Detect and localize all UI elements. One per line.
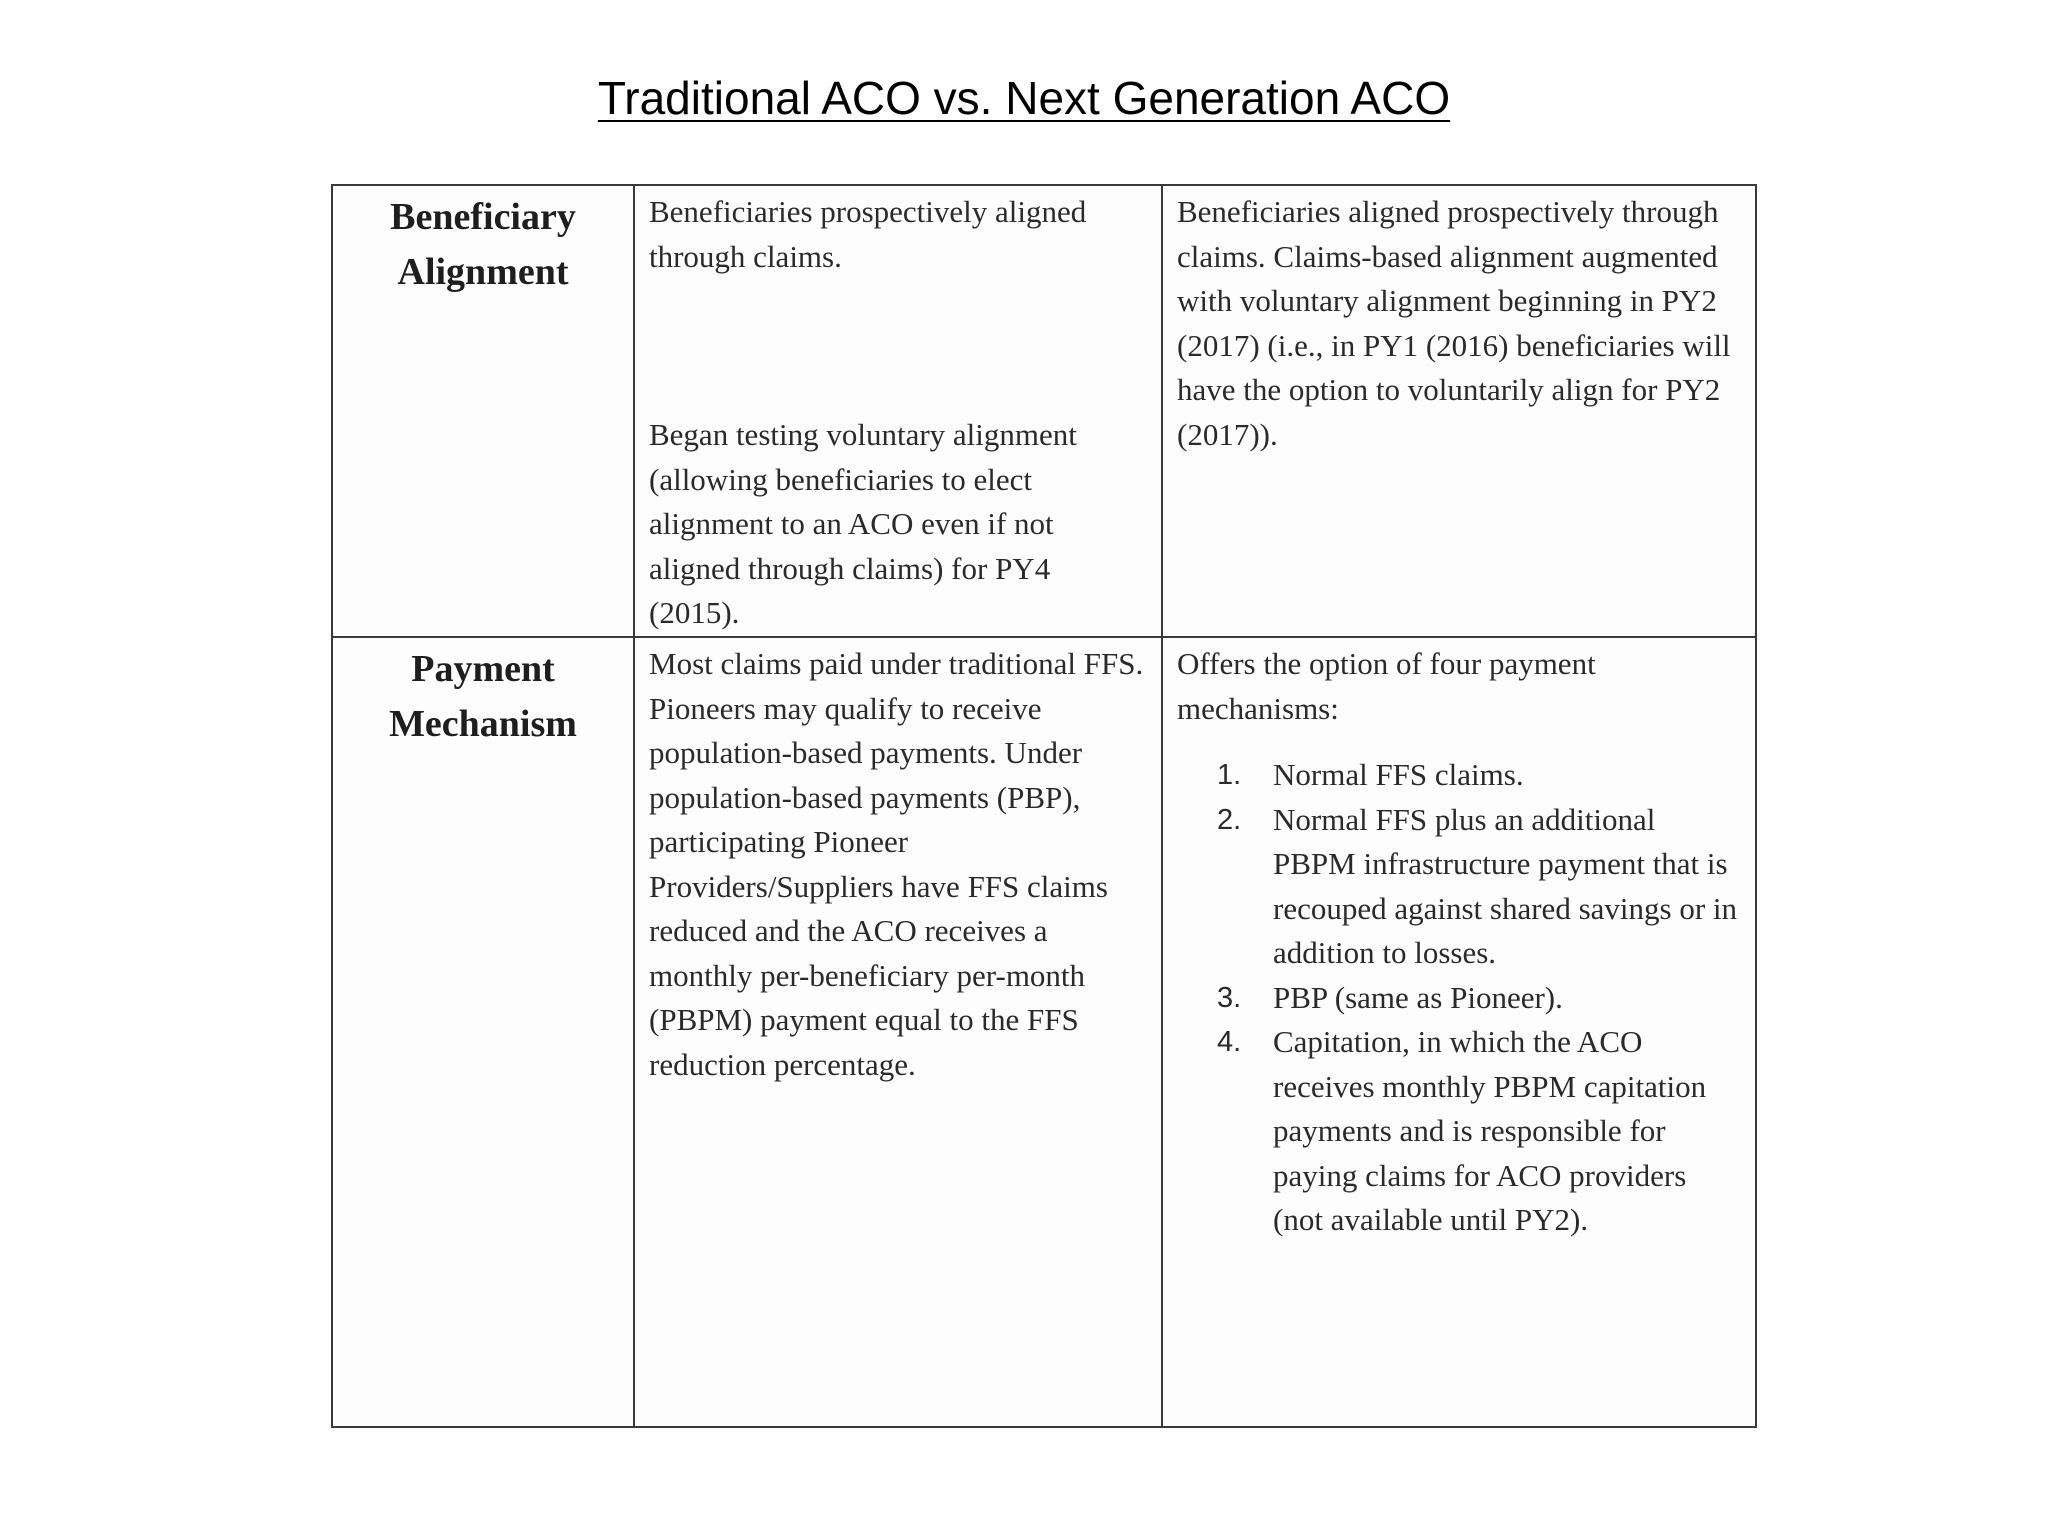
list-item-text: Capitation, in which the ACO receives monthly PBPM capitation payments and is responsible for paying claims for ACO providers (not available until PY2). bbox=[1273, 1024, 1707, 1237]
table-row-beneficiary-alignment bbox=[332, 185, 1756, 637]
slide-title: Traditional ACO vs. Next Generation ACO bbox=[597, 72, 1451, 124]
cell-traditional-alignment bbox=[634, 185, 1162, 637]
list-item-text: PBP (same as Pioneer). bbox=[1273, 979, 1563, 1015]
list-item bbox=[1177, 753, 1741, 798]
comparison-table-image bbox=[331, 184, 1755, 1426]
list-item-number: 1. bbox=[1217, 759, 1242, 791]
row-header-payment-mechanism bbox=[332, 637, 634, 1427]
table-row-payment-mechanism bbox=[332, 637, 1756, 1427]
list-item-number: 2. bbox=[1217, 803, 1242, 836]
list-item-number: 4. bbox=[1217, 1026, 1242, 1058]
list-item bbox=[1177, 1020, 1741, 1243]
row-header-line: Alignment bbox=[397, 251, 569, 293]
list-item bbox=[1177, 976, 1741, 1021]
cell-nextgen-alignment bbox=[1162, 185, 1756, 637]
cell-nextgen-payment bbox=[1162, 637, 1756, 1427]
list-item-text: Normal FFS claims. bbox=[1273, 757, 1524, 792]
cell-paragraph: Offers the option of four payment mechanisms: bbox=[1177, 646, 1596, 726]
row-header-beneficiary-alignment bbox=[332, 185, 634, 637]
cell-paragraph: Beneficiaries aligned prospectively through claims. Claims-based alignment augmented with voluntary alignment beginning in PY2 (2017) (i.e., in PY1 (2016) beneficiaries will have the option to voluntarily align for PY2 (2017)). bbox=[1177, 194, 1731, 452]
cell-traditional-payment bbox=[634, 637, 1162, 1427]
cell-paragraph: Beneficiaries prospectively aligned through claims. bbox=[649, 194, 1087, 274]
comparison-table bbox=[331, 184, 1757, 1428]
cell-paragraph: Began testing voluntary alignment (allowing beneficiaries to elect alignment to an ACO even if not aligned through claims) for PY4 (2015). bbox=[649, 417, 1077, 630]
row-header-line: Mechanism bbox=[389, 703, 577, 745]
list-item-text: Normal FFS plus an additional PBPM infrastructure payment that is recouped against shared savings or in addition to losses. bbox=[1273, 801, 1738, 970]
list-item-number: 3. bbox=[1217, 981, 1242, 1014]
payment-options-list bbox=[1177, 753, 1741, 1243]
row-header-line: Beneficiary bbox=[390, 196, 576, 238]
row-header-line: Payment bbox=[411, 648, 555, 690]
list-item bbox=[1177, 798, 1741, 976]
cell-paragraph: Most claims paid under traditional FFS. Pioneers may qualify to receive population-based payments. Under population-based payments (PBP), participating Pioneer Providers/Suppliers have FFS claims reduced and the ACO receives a monthly per-beneficiary per-month (PBPM) payment equal to the FFS reduction percentage. bbox=[649, 646, 1144, 1082]
